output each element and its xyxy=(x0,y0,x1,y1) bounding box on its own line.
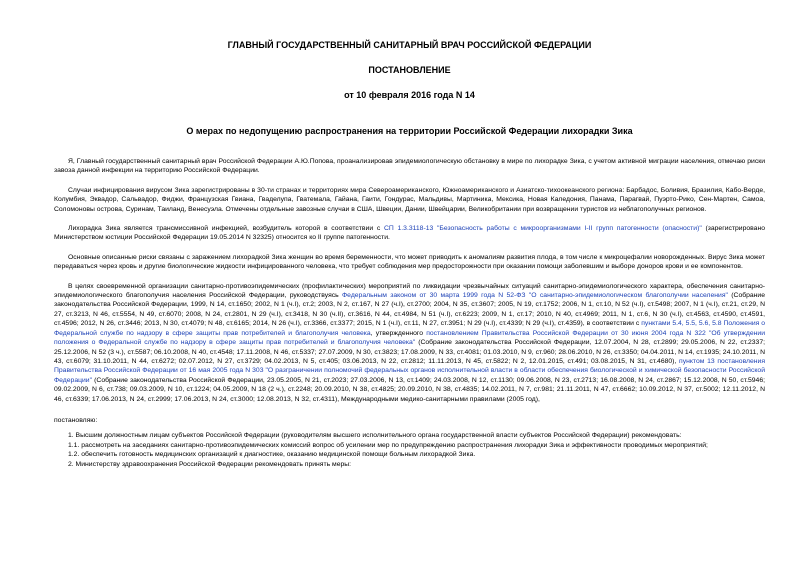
government-decree-303-link[interactable]: пунктом 13 постановления Правительства Российской Федерации от 16 мая 2005 года N 303 "О разграничении полномочий федеральных органов исполнительной власти в области обеспечения биологической и химической безопасности Российской Федерации" xyxy=(54,357,765,384)
legal-text-e: (Собрание законодательства Российской Федерации, 23.05.2005, N 21, ст.2023; 27.03.2006, N 13, ст.1409; 24.03.2008, N 12, ст.1130; 09.06.2008, N 23, ст.2713; 16.08.2008, N 24, ст.2867; 15.12.2008, N 50, ст.5946; 09.02.2009, N 6, ст.738; 09.03.2009, N 10, ст.1224; 04.05.2009, N 18 (2 ч.), ст.2248; 20.09.2010, N 38, ст.4825; 20.09.2010, N 38, ст.4835; 14.02.2011, N 7, ст.981; 21.11.2011, N 47, ст.6662; 10.09.2012, N 37, ст.5002; 12.11.2012, N 46, ст.6339; 17.06.2013, N 24, ст.2999; 17.06.2013, N 24, ст.3000; 12.08.2013, N 32, ст.4311), Международными медико-санитарными правилами (2005 год), xyxy=(54,376,765,403)
list-item-1-2: 1.2. обеспечить готовность медицинских организаций к диагностике, оказанию медицинской помощи больным лихорадкой Зика. xyxy=(68,451,476,459)
legal-text-b: (Собрание законодательства Российской Федерации, 1999, N 14, ст.1650; 2002, N 1 (ч.I), ст.2; 2003, N 2, ст.167, N 27 (ч.I), ст.2700; 2004, N 35, ст.3607; 2005, N 19, ст.1752; 2006, N 1, ст.10, N 52 (ч.I), ст.5498; 2007, N 1 (ч.I), ст.21, ст.29, N 27, ст.3213, N 46, ст.5554, N 49, ст.6070; 2008, N 24, ст.2801, N 29 (ч.I), ст.3418, N 30 (ч.II), ст.3616, N 44, ст.4984, N 51 (ч.I), ст.6223; 2009, N 1, ст.17; 2010, N 40, ст.4969; 2011, N 1, ст.6, N 30 (ч.I), ст.4563, ст.4590, ст.4591, ст.4596; 2012, N 26, ст.3446; 2013, N 30, ст.4079; N 48, ст.6165; 2014, N 26 (ч.I), ст.3366, ст.3377; 2015, N 1 (ч.I), ст.11, N 27, ст.3951; N 29 (ч.I), ст.4339; N 29 (ч.I), ст.4359), в соответствии с xyxy=(54,292,766,328)
legal-text-c: , утвержденного xyxy=(370,329,427,337)
federal-law-link[interactable]: Федеральным законом от 30 марта 1999 года N 52-ФЗ "О санитарно-эпидемиологическом благополучии населения" xyxy=(342,292,728,300)
paragraph-intro: Я, Главный государственный санитарный врач Российской Федерации А.Ю.Попова, проанализировав эпидемиологическую обстановку в мире по лихорадке Зика, с учетом активной миграции населения, отмечаю риски завоза данной инфекции на территорию Российской Федерации. xyxy=(54,158,765,175)
paragraph-pathogen-text-a: Лихорадка Зика является трансмиссивной инфекцией, возбудитель которой в соответствии с xyxy=(68,225,384,233)
list-item-1: 1. Высшим должностным лицам субъектов Российской Федерации (руководителям высшего исполнительного органа государственной власти субъектов Российской Федерации) рекомендовать: xyxy=(68,432,682,440)
paragraph-countries: Случаи инфицирования вирусом Зика зарегистрированы в 30-ти странах и территориях мира Североамериканского, Южноамериканского и Азиатско-тихоокеанского региона: Барбадос, Боливия, Бразилия, Кабо-Верде, Колумбия, Эквадор, Сальвадор, Фиджи, Французская Гвиана, Гваделупа, Гватемала, Гайана, Гаити, Гондурас, Мальдивы, Мартиника, Мексика, Новая Каледония, Панама, Парагвай, Пуэрто-Рико, Сен-Мартен, Самоа, Соломоновы острова, Суринам, Таиланд, Венесуэла. Отмечены отдельные завозные случаи в США, Швеции, Дании, Швейцарии, Великобритании при возвращении туристов из неблагополучных регионов. xyxy=(54,186,765,213)
legal-text-d: (Собрание законодательства Российской Федерации, 12.07.2004, N 28, ст.2899; 29.05.2006, N 22, ст.2337; 25.12.2006, N 52 (3 ч.), ст.5587; 06.10.2008, N 40, ст.4548; 17.11.2008, N 46, ст.5337; 27.07.2009, N 30, ст.3823; 17.08.2009, N 33, ст.4081; 01.03.2010, N 9, ст.960; 28.06.2010, N 26, ст.3350; 04.04.2011, N 14, ст.1935; 24.10.2011, N 43, ст.6079; 31.10.2011, N 44, ст.6272; 02.07.2012, N 27, ст.3729; 04.02.2013, N 5, ст.405; 03.06.2013, N 22, ст.2812; 11.11.2013, N 45, ст.5822; N 2, 12.01.2015, ст.491; 03.08.2015, N 31, ст.4680), xyxy=(54,339,765,365)
list-item-2: 2. Министерству здравоохранения Российской Федерации рекомендовать принять меры: xyxy=(68,460,352,468)
paragraph-risks: Основные описанные риски связаны с заражением лихорадкой Зика женщин во время беременности, что может приводить к аномалиям развития плода, в том числе к микроцефалии новорожденных. Вирус Зика может передаваться через кровь и другие биологические жидкости инфицированного человека, что требует соблюдения мер предосторожности при оказании помощи заболевшим и выборе доноров крови и ее компонентов. xyxy=(54,253,765,271)
document-date-heading: от 10 февраля 2016 года N 14 xyxy=(344,90,475,100)
sp-regulation-link[interactable]: СП 1.3.3118-13 "Безопасность работы с микроорганизмами I-II групп патогенности (опасности)" xyxy=(383,225,702,233)
list-item-1-1: 1.1. рассмотреть на заседаниях санитарно-противоэпидемических комиссий вопрос об усилении мер по предупреждению распространения лихорадки Зика и эффективности проводимых мероприятий; xyxy=(68,441,708,449)
paragraph-legal-basis xyxy=(54,282,765,404)
legal-text-a: В целях своевременной организации санитарно-противоэпидемических (профилактических) мероприятий по ликвидации чрезвычайных ситуаций санитарно-эпидемиологического характера, обеспечения санитарно-эпидемиологического благополучия населения Российской Федерации, руководствуясь xyxy=(54,282,765,300)
document-title: О мерах по недопущению распространения на территории Российской Федерации лихорадки Зика xyxy=(186,126,633,136)
paragraph-pathogen-text-b: (зарегистрировано Министерством юстиции Российской Федерации 19.05.2014 N 32325) относится ко II группе патогенности. xyxy=(54,225,765,242)
regulation-points-link[interactable]: пунктами 5.4, 5.5, 5.6, 5.8 Положения о Федеральной службе по надзору в сфере защиты прав потребителей и благополучия человека xyxy=(54,320,765,337)
document-type-heading: ПОСТАНОВЛЕНИЕ xyxy=(368,65,451,75)
authority-heading: ГЛАВНЫЙ ГОСУДАРСТВЕННЫЙ САНИТАРНЫЙ ВРАЧ РОССИЙСКОЙ ФЕДЕРАЦИИ xyxy=(227,40,592,50)
government-decree-322-link[interactable]: постановлением Правительства Российской Федерации от 30 июня 2004 года N 322 "Об утверждении положения о Федеральной службе по надзору в сфере защиты прав потребителей и благополучия человека" xyxy=(54,329,765,347)
resolve-label: постановляю: xyxy=(54,416,98,424)
paragraph-pathogen xyxy=(54,224,765,243)
